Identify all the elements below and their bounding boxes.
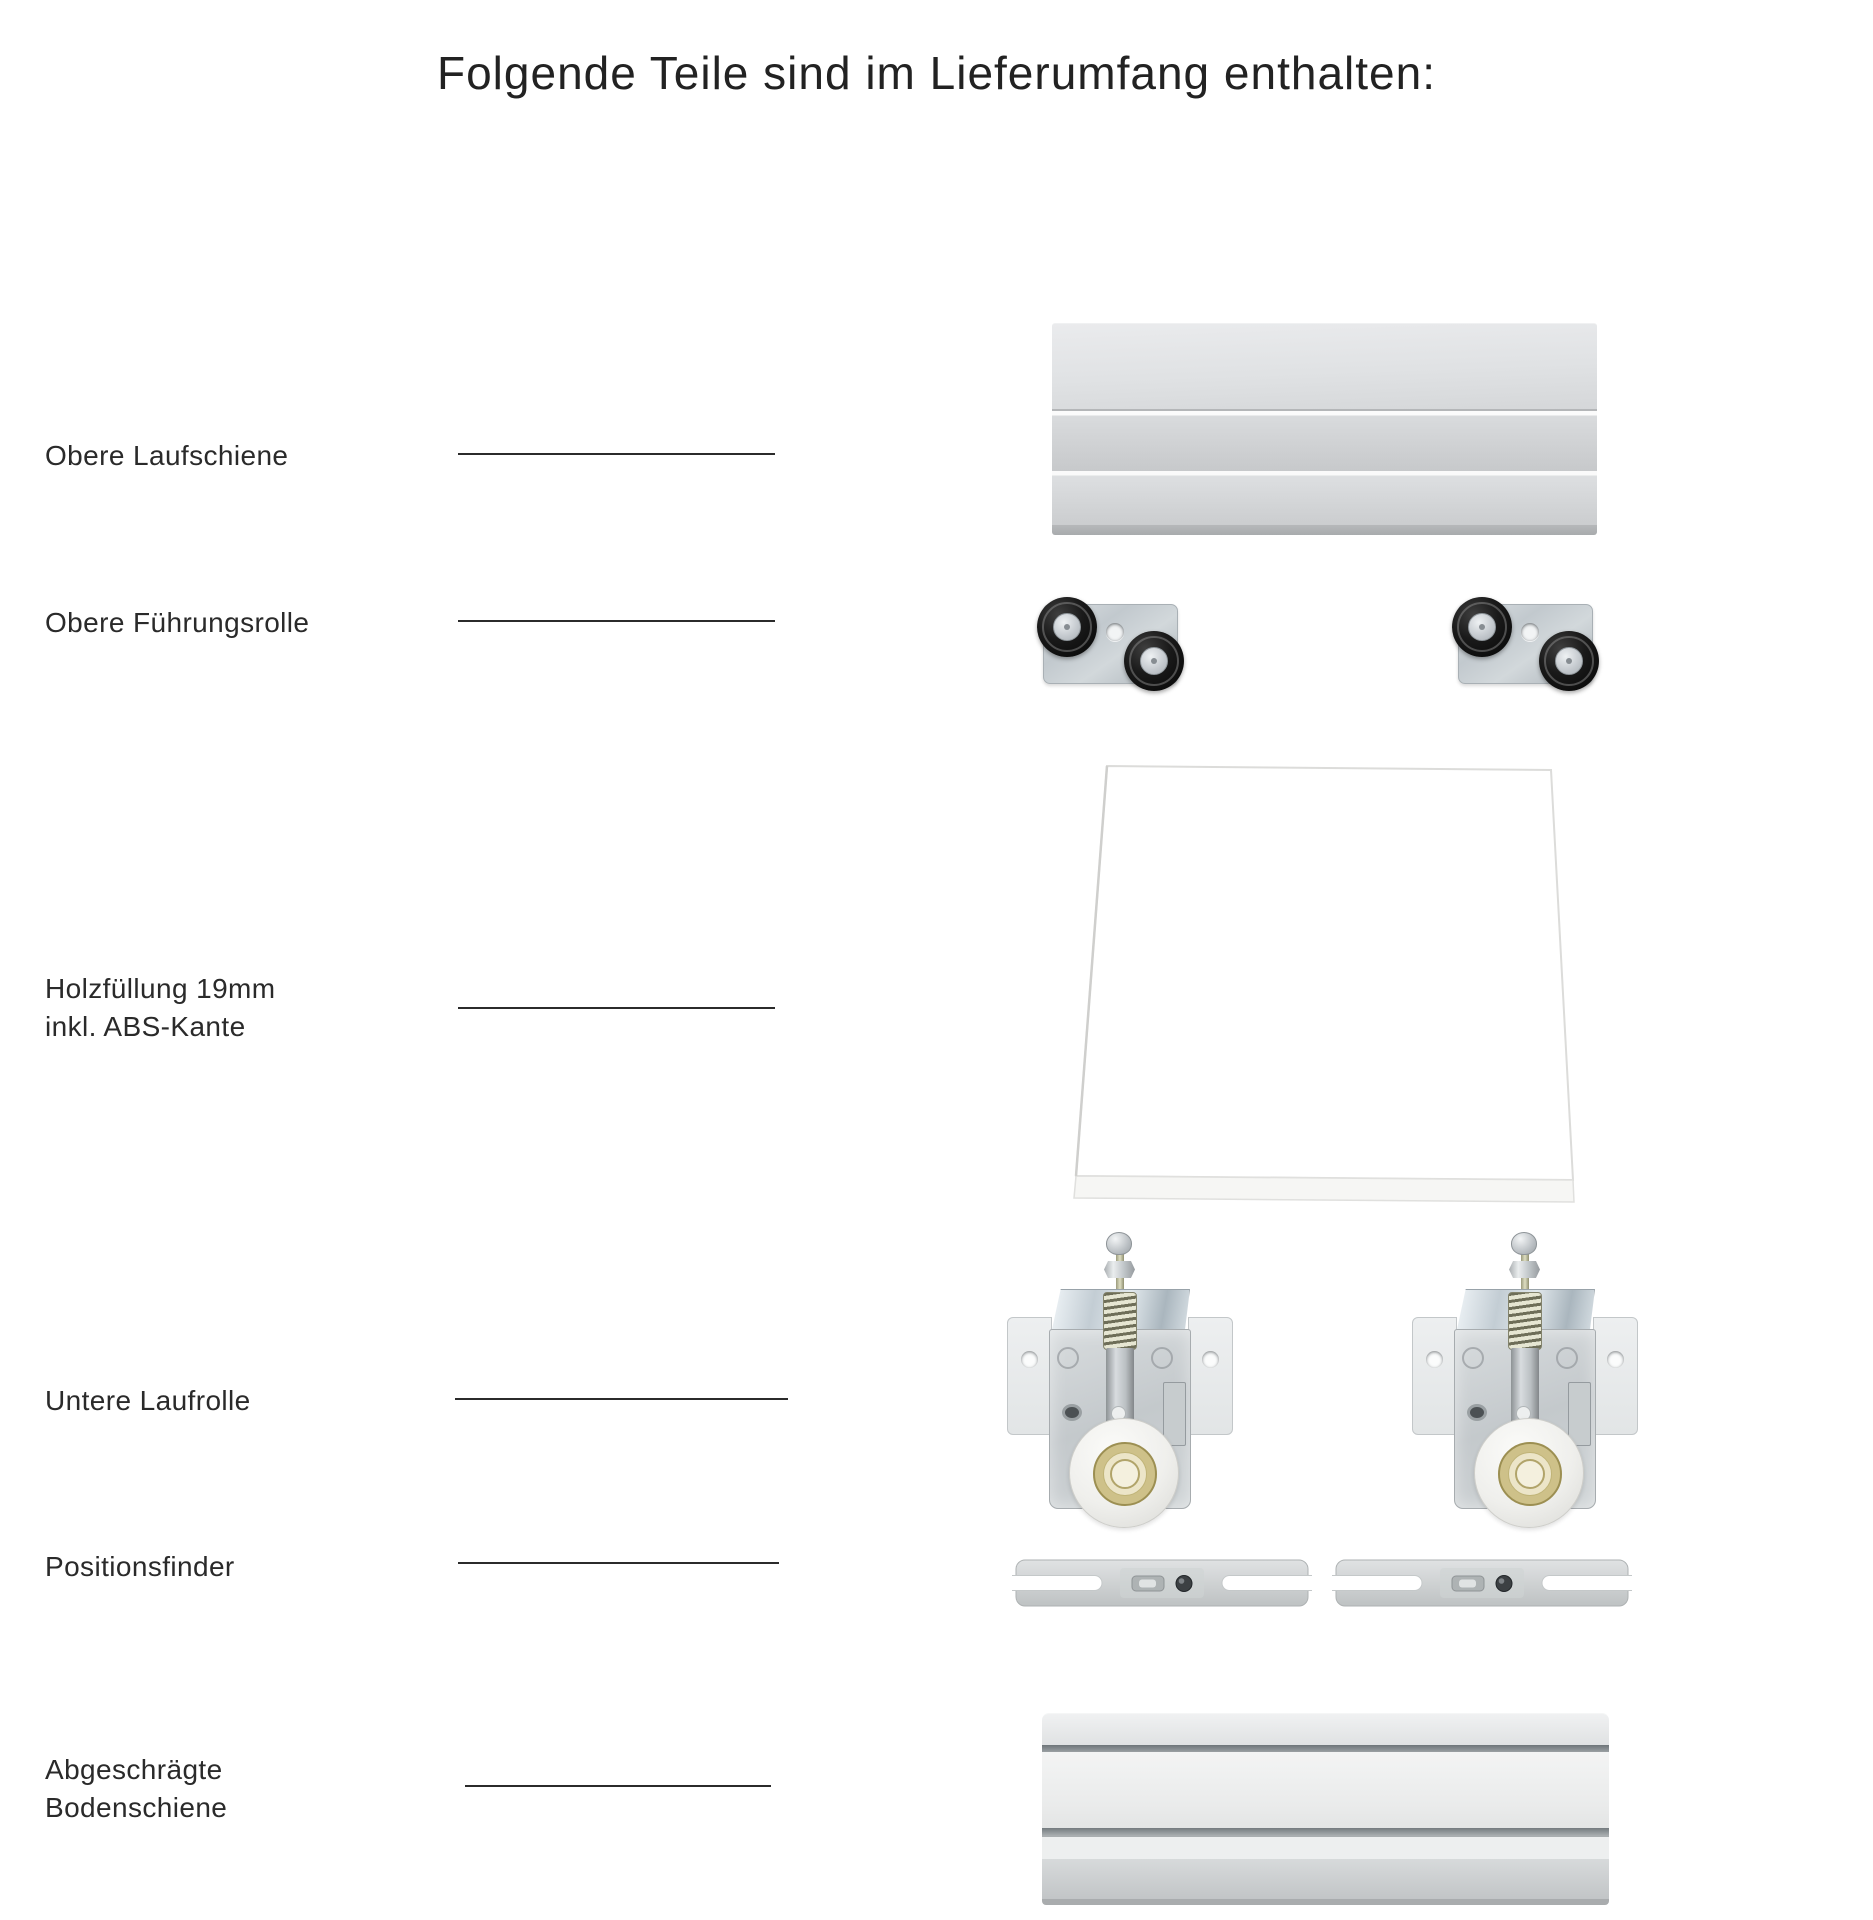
leader-line-holzfuellung	[458, 1007, 775, 1009]
side-flange	[1412, 1317, 1457, 1435]
housing-boss	[1057, 1347, 1079, 1369]
posfinder-slot-inner	[1459, 1580, 1476, 1588]
panel-face	[1076, 766, 1573, 1180]
label-bodenschiene	[45, 1751, 227, 1827]
guide-wheel	[1452, 597, 1512, 657]
housing-boss	[1556, 1347, 1578, 1369]
posfinder-screw	[1496, 1576, 1512, 1592]
posfinder-screw	[1176, 1576, 1192, 1592]
label-obere-laufschiene	[45, 437, 288, 475]
page-title: Folgende Teile sind im Lieferumfang enthalten:	[437, 47, 1436, 99]
guide-wheel	[1124, 631, 1184, 691]
bearing-inner	[1515, 1459, 1545, 1489]
label-line: inkl. ABS-Kante	[45, 1011, 246, 1042]
label-positionsfinder	[45, 1548, 235, 1586]
posfinder-fork-left	[1332, 1576, 1422, 1591]
rail-groove-1	[1042, 1745, 1609, 1752]
label-line: Holzfüllung 19mm	[45, 973, 276, 1004]
hex-nut	[1104, 1261, 1135, 1278]
rail-lower-band	[1042, 1837, 1609, 1859]
rail-face	[1042, 1752, 1609, 1828]
leader-line-obere-fuehrungsrolle	[458, 620, 775, 622]
part-image-untere-laufrolle-2	[1410, 1232, 1640, 1528]
brand-plate	[1163, 1382, 1186, 1446]
label-line: Obere Laufschiene	[45, 440, 289, 471]
wheel-hub	[1140, 647, 1168, 675]
side-flange	[1007, 1317, 1052, 1435]
part-image-positionsfinder-1	[1012, 1548, 1312, 1618]
leader-line-bodenschiene	[465, 1785, 771, 1787]
part-image-obere-laufschiene	[1052, 323, 1597, 535]
posfinder-fork-right	[1222, 1576, 1312, 1591]
part-image-untere-laufrolle-1	[1005, 1232, 1235, 1528]
wheel-hub	[1468, 613, 1496, 641]
label-line: Bodenschiene	[45, 1792, 228, 1823]
rail-channel-2	[1052, 471, 1597, 525]
wheel-hub	[1053, 613, 1081, 641]
hex-nut	[1509, 1261, 1540, 1278]
brand-plate	[1568, 1382, 1591, 1446]
rail-bevel	[1042, 1859, 1609, 1899]
housing-hole	[1062, 1404, 1082, 1421]
label-holzfuellung	[45, 970, 276, 1046]
rail-bottom-edge	[1052, 525, 1597, 535]
bearing-mid	[1103, 1452, 1147, 1496]
rail-groove-2	[1042, 1828, 1609, 1837]
leader-line-positionsfinder	[458, 1562, 779, 1564]
housing-boss	[1151, 1347, 1173, 1369]
housing-boss	[1462, 1347, 1484, 1369]
panel-abs-edge	[1074, 1176, 1574, 1202]
screw-head	[1106, 1232, 1132, 1255]
posfinder-fork-right	[1542, 1576, 1632, 1591]
rail-bottom-edge	[1042, 1899, 1609, 1905]
guide-wheel	[1037, 597, 1097, 657]
part-image-positionsfinder-2	[1332, 1548, 1632, 1618]
guide-wheel	[1539, 631, 1599, 691]
bracket-hole	[1106, 623, 1124, 641]
spring	[1508, 1292, 1542, 1350]
label-line: Untere Laufrolle	[45, 1385, 251, 1416]
label-obere-fuehrungsrolle	[45, 604, 309, 642]
bearing-outer	[1093, 1442, 1157, 1506]
rail-channel-1	[1052, 411, 1597, 471]
side-flange	[1188, 1317, 1233, 1435]
screw-head	[1511, 1232, 1537, 1255]
part-image-holzfuellung	[1058, 752, 1588, 1222]
posfinder-fork-left	[1012, 1576, 1102, 1591]
posfinder-slot-inner	[1139, 1580, 1156, 1588]
leader-line-obere-laufschiene	[458, 453, 775, 455]
running-wheel	[1069, 1418, 1179, 1528]
bracket-hole	[1521, 623, 1539, 641]
running-wheel	[1474, 1418, 1584, 1528]
rail-top-band	[1042, 1713, 1609, 1745]
wheel-hub	[1555, 647, 1583, 675]
housing-hole	[1467, 1404, 1487, 1421]
part-image-obere-fuehrungsrolle-2	[1450, 592, 1600, 702]
leader-line-untere-laufrolle	[455, 1398, 788, 1400]
part-image-obere-fuehrungsrolle-1	[1035, 592, 1185, 702]
label-line: Abgeschrägte	[45, 1754, 223, 1785]
label-line: Positionsfinder	[45, 1551, 235, 1582]
label-line: Obere Führungsrolle	[45, 607, 310, 638]
bearing-mid	[1508, 1452, 1552, 1496]
part-image-bodenschiene	[1042, 1713, 1609, 1905]
rail-top-face	[1052, 323, 1597, 411]
spring	[1103, 1292, 1137, 1350]
label-untere-laufrolle	[45, 1382, 251, 1420]
side-flange	[1593, 1317, 1638, 1435]
bearing-inner	[1110, 1459, 1140, 1489]
posfinder-screw-highlight	[1179, 1578, 1185, 1584]
posfinder-screw-highlight	[1499, 1578, 1505, 1584]
bearing-outer	[1498, 1442, 1562, 1506]
